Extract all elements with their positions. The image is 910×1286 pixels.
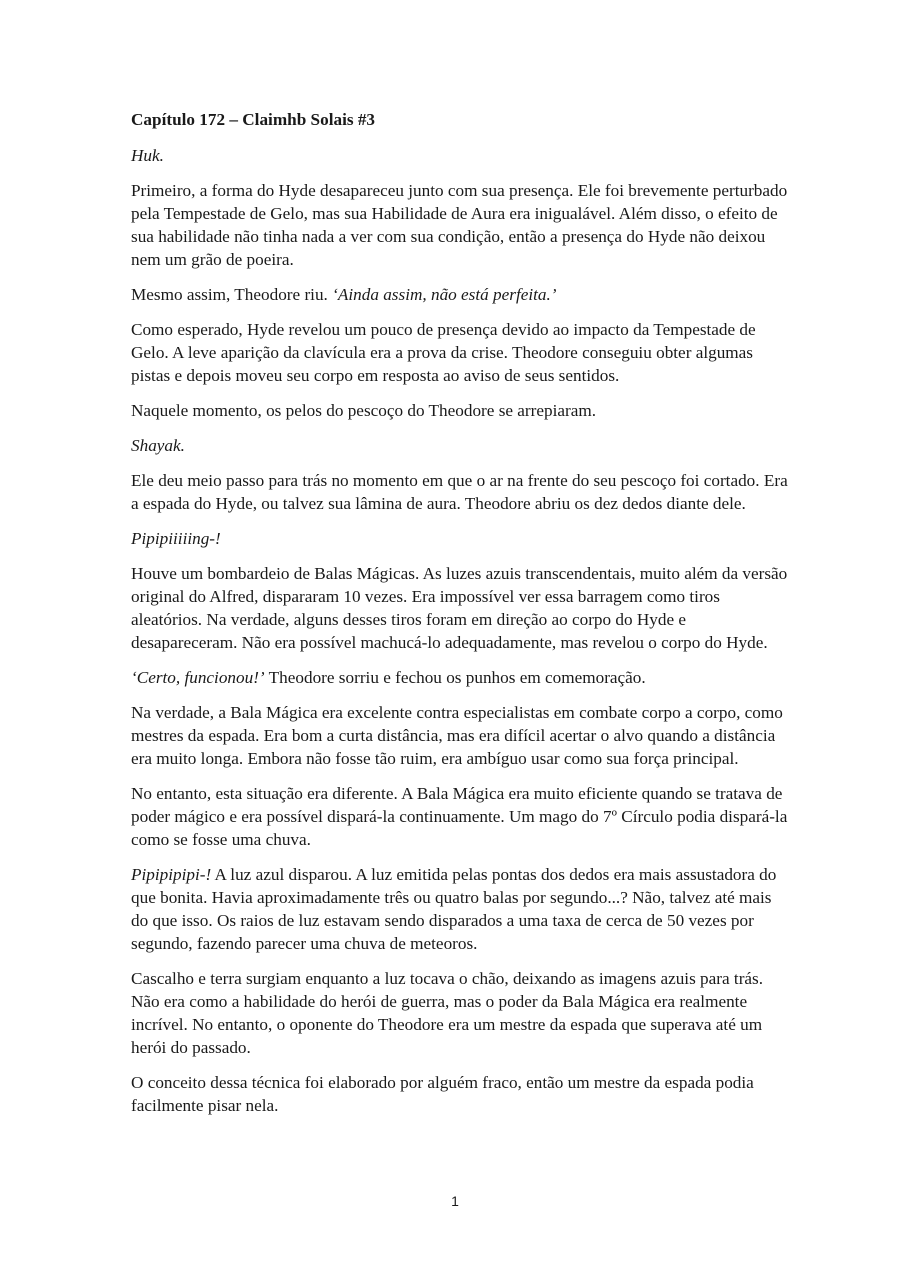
paragraph: [131, 863, 791, 955]
italic-text: Pipipipipi-!: [131, 865, 212, 884]
italic-text: Shayak.: [131, 436, 185, 455]
italic-text: Pipipiiiiing-!: [131, 529, 221, 548]
paragraph: Primeiro, a forma do Hyde desapareceu junto com sua presença. Ele foi brevemente perturbado pela Tempestade de Gelo, mas sua Habilidade de Aura era inigualável. Além disso, o efeito de sua habilidade não tinha nada a ver com sua condição, então a presença do Hyde não deixou nem um grão de poeira.: [131, 181, 788, 269]
italic-text: Huk.: [131, 146, 164, 165]
paragraph-text: A luz azul disparou. A luz emitida pelas pontas dos dedos era mais assustadora do que bonita. Havia aproximadamente três ou quatro balas por segundo...? Não, talvez até mais do que isso. Os raios de luz estavam sendo disparados a uma taxa de cerca de 50 vezes por segundo, fazendo parecer uma chuva de meteoros.: [131, 865, 777, 953]
paragraph: Como esperado, Hyde revelou um pouco de presença devido ao impacto da Tempestade de Gelo. A leve aparição da clavícula era a prova da crise. Theodore conseguiu obter algumas pistas e depois moveu seu corpo em resposta ao aviso de seus sentidos.: [131, 320, 756, 385]
paragraph: No entanto, esta situação era diferente. A Bala Mágica era muito eficiente quando se tratava de poder mágico e era possível dispará-la continuamente. Um mago do 7º Círculo podia dispará-la como se fosse uma chuva.: [131, 784, 788, 849]
paragraph: [131, 283, 791, 306]
paragraph-text: Mesmo assim, Theodore riu.: [131, 285, 333, 304]
paragraph: Houve um bombardeio de Balas Mágicas. As luzes azuis transcendentais, muito além da versão original do Alfred, dispararam 10 vezes. Era impossível ver essa barragem como tiros aleatórios. Na verdade, alguns desses tiros foram em direção ao corpo do Hyde e desapareceram. Não era possível machucá-lo adequadamente, mas revelou o corpo do Hyde.: [131, 564, 788, 652]
paragraph-text: Theodore sorriu e fechou os punhos em comemoração.: [264, 668, 646, 687]
paragraph: [131, 144, 791, 167]
paragraph: O conceito dessa técnica foi elaborado por alguém fraco, então um mestre da espada podia facilmente pisar nela.: [131, 1073, 754, 1115]
document-body: [131, 108, 791, 1129]
paragraph: Naquele momento, os pelos do pescoço do Theodore se arrepiaram.: [131, 401, 597, 420]
italic-text: ‘Certo, funcionou!’: [131, 668, 265, 687]
paragraph: Ele deu meio passo para trás no momento em que o ar na frente do seu pescoço foi cortado. Era a espada do Hyde, ou talvez sua lâmina de aura. Theodore abriu os dez dedos diante dele.: [131, 471, 788, 513]
paragraph: [131, 666, 791, 689]
chapter-title: Capítulo 172 – Claimhb Solais #3: [131, 110, 376, 129]
paragraph: [131, 434, 791, 457]
page-number: 1: [451, 1193, 459, 1209]
paragraph: Cascalho e terra surgiam enquanto a luz tocava o chão, deixando as imagens azuis para trás. Não era como a habilidade do herói de guerra, mas o poder da Bala Mágica era realmente incrível. No entanto, o oponente do Theodore era um mestre da espada que superava até um herói do passado.: [131, 969, 764, 1057]
italic-text: ‘Ainda assim, não está perfeita.’: [332, 285, 557, 304]
paragraph: Na verdade, a Bala Mágica era excelente contra especialistas em combate corpo a corpo, como mestres da espada. Era bom a curta distância, mas era difícil acertar o alvo quando a distância era muito longa. Embora não fosse tão ruim, era ambíguo usar como sua força principal.: [131, 703, 783, 768]
paragraph: [131, 527, 791, 550]
